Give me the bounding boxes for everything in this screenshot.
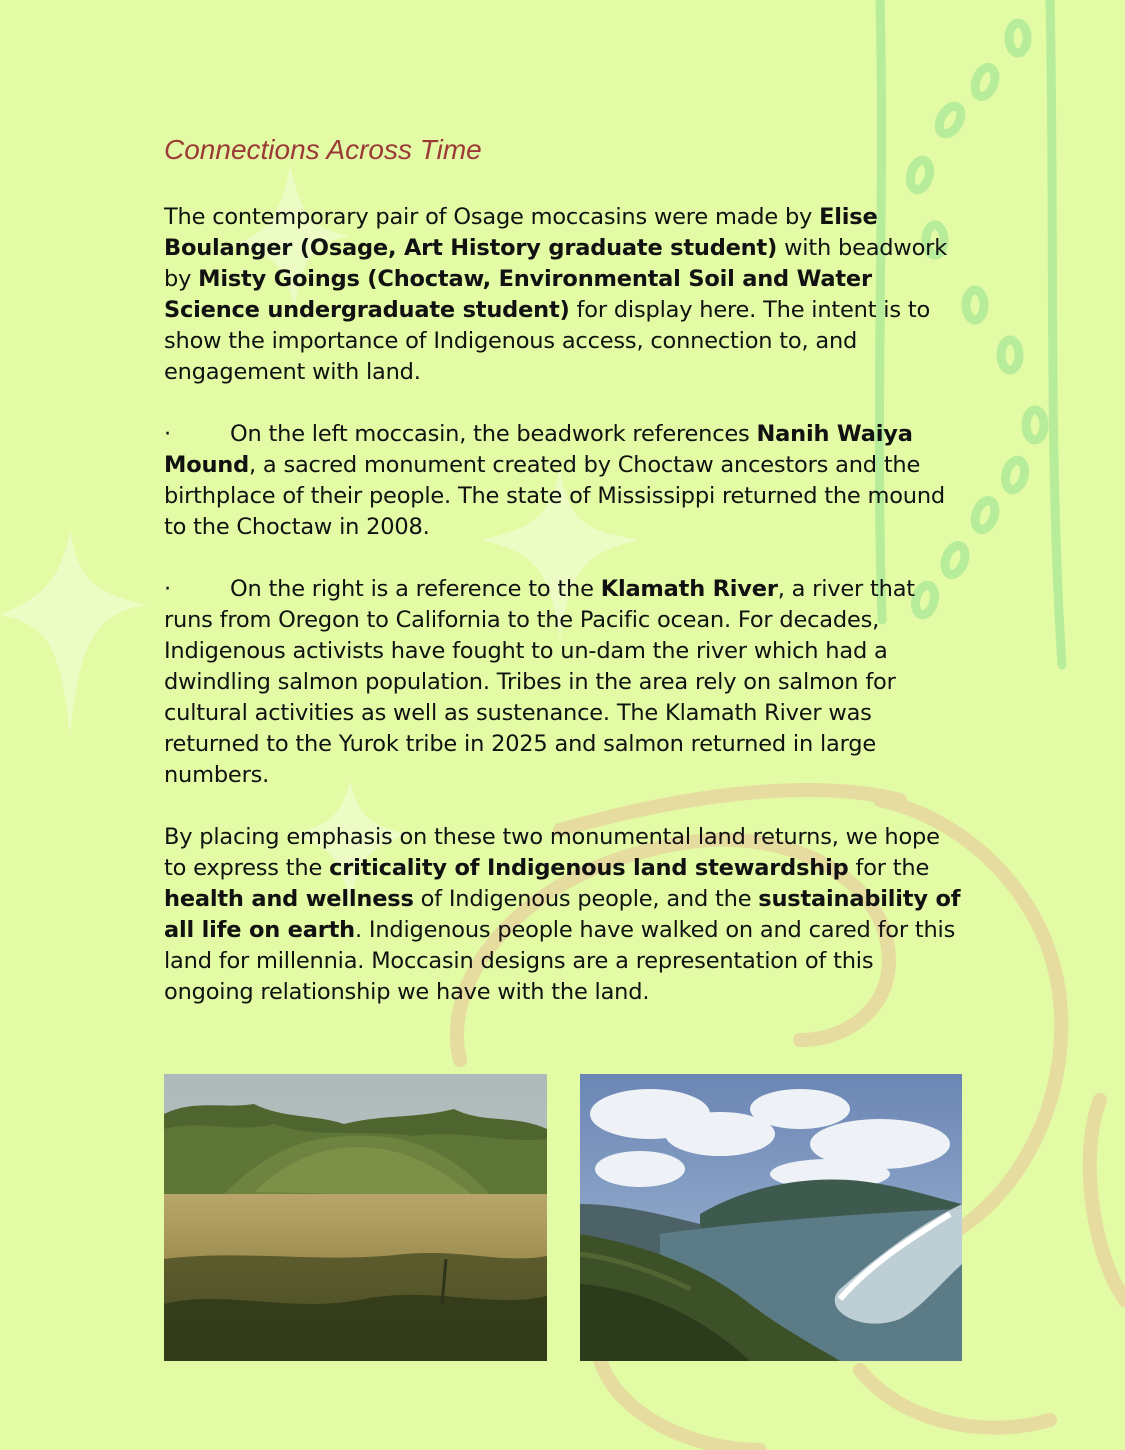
star-decoration-icon [0,530,145,735]
beadwork-artist-misty: Misty Goings (Choctaw, Environmental Soil and Water Science undergraduate student) [164,266,872,323]
bullet-nanih-waiya: · On the left moccasin, the beadwork references Nanih Waiya Mound, a sacred monument created by Choctaw ancestors and the birthplace of their people. The state of Mississippi returned the mound to the Choctaw in 2008. [164,421,945,540]
bullet-marker: · [164,576,171,602]
bullet-marker: · [164,421,171,447]
klamath-river-photo [580,1074,962,1361]
maker-name-elise: Elise Boulanger (Osage, Art History graduate student) [164,204,878,261]
nanih-waiya-mound-photo [164,1074,547,1361]
intro-paragraph: The contemporary pair of Osage moccasins were made by Elise Boulanger (Osage, Art History graduate student) with beadwork by Misty Goings (Choctaw, Environmental Soil and Water Science undergraduate student) for display here. The intent is to show the importance of Indigenous access, connection to, and engagement with land. [164,204,948,385]
closing-paragraph: By placing emphasis on these two monumental land returns, we hope to express the criticality of Indigenous land stewardship for the health and wellness of Indigenous people, and the sustainability of all life on earth. Indigenous people have walked on and cared for this land for millennia. Moccasin designs are a representation of this ongoing relationship we have with the land. [164,824,961,1005]
main-text-column [164,128,964,1008]
bullet-klamath-river: · On the right is a reference to the Klamath River, a river that runs from Oregon to California to the Pacific ocean. For decades, Indigenous activists have fought to un-dam the river which had a dwindling salmon population. Tribes in the area rely on salmon for cultural activities as well as sustenance. The Klamath River was returned to the Yurok tribe in 2025 and salmon returned in large numbers. [164,576,915,788]
page-title: Connections Across Time [164,134,482,165]
nanih-waiya-mound: Nanih Waiya Mound [164,421,913,478]
klamath-river: Klamath River [600,576,778,602]
